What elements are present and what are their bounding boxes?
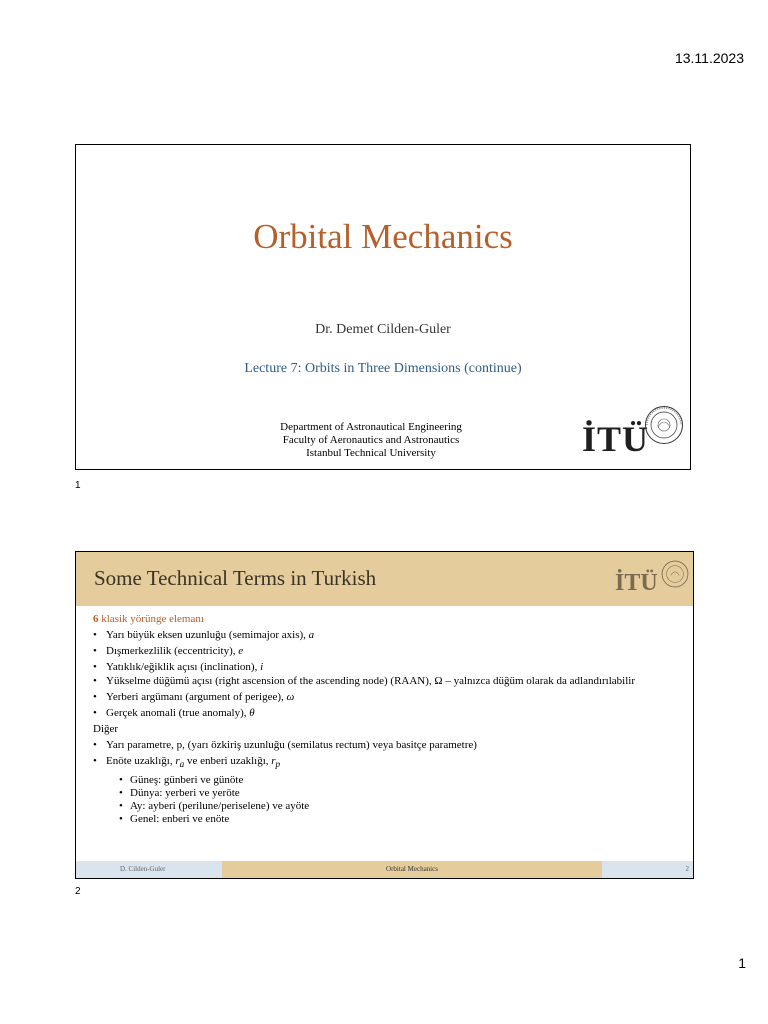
item-symbol: r: [175, 755, 180, 767]
item-text: Yükselme düğümü açısı (right ascension of the ascending node) (RAAN), Ω – yalnızca düğüm olarak da adlandırılabilir: [106, 675, 635, 687]
item-text: Yarı parametre, p, (yarı özkiriş uzunluğu (semilatus rectum) veya basitçe parametre): [106, 739, 477, 751]
orbital-elements-list: [93, 629, 683, 720]
list-item: [93, 677, 683, 686]
list-item: [93, 645, 683, 658]
sub-list-item: • Güneş: günberi ve günöte: [119, 774, 683, 787]
item-text: Enöte uzaklığı,: [106, 755, 176, 767]
footer-course: Orbital Mechanics: [222, 861, 602, 878]
item-symbol: ω: [286, 691, 295, 703]
slide-2-footer: [76, 861, 693, 878]
item-symbol: θ: [249, 707, 255, 719]
slide-1-department: [246, 421, 496, 460]
item-subscript: a: [179, 759, 185, 770]
item-symbol: r: [271, 755, 276, 767]
slide-1-lecture: Lecture 7: Orbits in Three Dimensions (continue): [244, 361, 522, 376]
list-item: [93, 739, 683, 752]
page-number: 1: [738, 955, 746, 971]
slide-2-title: Some Technical Terms in Turkish: [94, 566, 377, 590]
item-subscript: p: [275, 759, 281, 770]
slide-2-header: [76, 552, 693, 606]
slide-2: [75, 551, 694, 879]
list-item: [93, 755, 683, 771]
item-text: Gerçek anomali (true anomaly),: [106, 707, 250, 719]
footer-slide-number: 2: [602, 861, 693, 878]
item-text: ve enberi uzaklığı,: [184, 755, 272, 767]
itu-logo: İTÜ: [615, 570, 658, 596]
other-heading: Diğer: [93, 723, 119, 735]
sub-list-item: • Genel: enberi ve enöte: [119, 813, 683, 826]
list-item: [93, 661, 683, 674]
slide-1-author: Dr. Demet Cilden-Guler: [315, 322, 451, 337]
university-seal-icon: [644, 405, 684, 445]
item-text: Dışmerkezlilik (eccentricity),: [106, 645, 239, 657]
elements-count: 6: [93, 613, 99, 625]
item-text: Yerberi argümanı (argument of perigee),: [106, 691, 287, 703]
slide-2-body: [93, 613, 683, 826]
list-item: [93, 707, 683, 720]
item-symbol: a: [308, 629, 315, 641]
dept-line: Department of Astronautical Engineering: [280, 421, 462, 433]
slide-1: [75, 144, 691, 470]
apsis-terms-list: [119, 774, 683, 826]
dept-line: Istanbul Technical University: [306, 447, 436, 459]
dept-line: Faculty of Aeronautics and Astronautics: [282, 434, 460, 446]
other-terms-list: [93, 739, 683, 771]
slide-1-number: 1: [75, 480, 81, 491]
sub-list-item: • Dünya: yerberi ve yeröte: [119, 787, 683, 800]
print-date: 13.11.2023: [674, 50, 744, 66]
university-seal-icon: [661, 560, 689, 588]
item-text: Yatıklık/eğiklik açısı (inclination),: [106, 661, 261, 673]
footer-author: D. Cilden-Guler: [76, 861, 222, 878]
slide-1-title: Orbital Mechanics: [253, 217, 513, 256]
list-item: [93, 629, 683, 642]
elements-heading-text: klasik yörünge elemanı: [98, 613, 204, 625]
item-text: Yarı büyük eksen uzunluğu (semimajor axis),: [106, 629, 309, 641]
sub-list-item: • Ay: ayberi (perilune/periselene) ve ayöte: [119, 800, 683, 813]
slide-2-number: 2: [75, 886, 81, 897]
item-symbol: e: [238, 645, 244, 657]
item-symbol: i: [260, 661, 264, 673]
elements-heading: [93, 613, 683, 626]
list-item: [93, 691, 683, 704]
itu-logo: İTÜ: [582, 419, 650, 459]
